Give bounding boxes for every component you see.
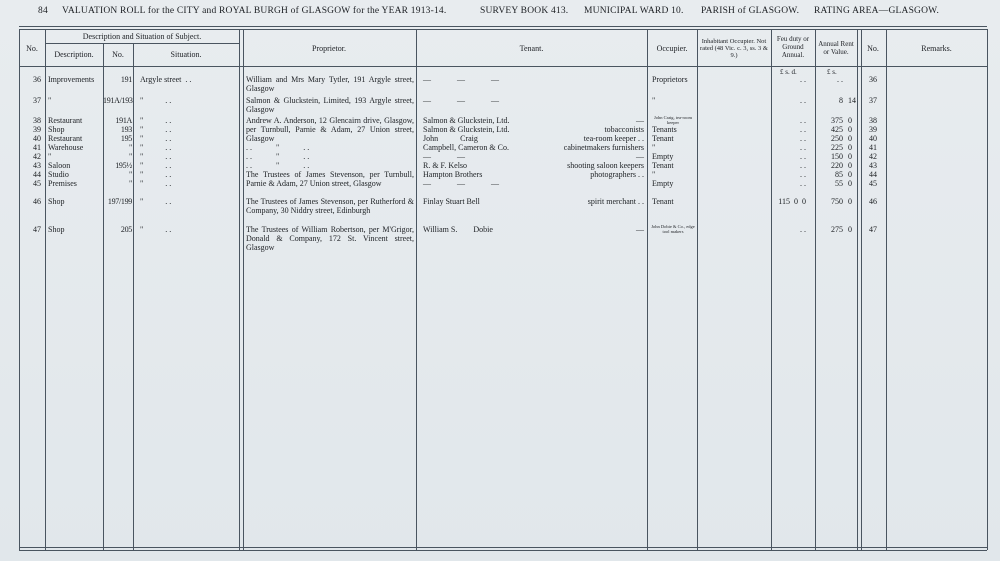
entry-number-right: 43	[869, 161, 877, 170]
col-line	[697, 29, 698, 550]
entry-number: 36	[33, 75, 41, 84]
entry-proprietor: The Trustees of William Robertson, per M'Grigor, Donald & Company, 172 St. Vincent street, Glasgow	[246, 225, 416, 252]
entry-number: 41	[33, 143, 41, 152]
entry-description: Restaurant	[48, 134, 83, 143]
entry-rent-shillings: 0	[848, 116, 852, 125]
entry-rent-shillings: 0	[848, 225, 852, 234]
entry-proprietor: . . " . .	[246, 152, 310, 161]
entry-number: 37	[33, 96, 41, 105]
entry-street-number: "	[129, 143, 132, 152]
entry-number-right: 46	[869, 197, 877, 206]
entry-trade: tobacconists	[604, 125, 644, 134]
page-number: 84	[38, 6, 48, 16]
col-line	[886, 29, 887, 550]
entry-rent-shillings: 0	[848, 125, 852, 134]
entry-description: Premises	[48, 179, 77, 188]
entry-rent-pounds: 55	[835, 179, 843, 188]
entry-tenant: R. & F. Kelso	[423, 161, 468, 170]
entry-tenant: John Craig	[423, 134, 478, 143]
entry-rent-shillings: 0	[848, 161, 852, 170]
col-header-inhabitant: Inhabitant Occupier. Not rated (48 Vic. c. 3, ss. 3 & 9.)	[700, 37, 768, 59]
entry-tenant: Salmon & Gluckstein, Ltd.	[423, 116, 510, 125]
entry-rent-pounds: 375	[831, 116, 843, 125]
entry-description: Improvements	[48, 75, 95, 84]
entry-tenant: William S. Dobie	[423, 225, 493, 234]
entry-number-right: 45	[869, 179, 877, 188]
col-line	[239, 29, 244, 550]
entry-rent-pounds: 275	[831, 225, 843, 234]
entry-proprietor: William and Mrs Mary Tytler, 191 Argyle street, Glasgow	[246, 75, 416, 93]
entry-rent-pounds: 425	[831, 125, 843, 134]
entry-feu-duty: . .	[800, 225, 806, 234]
entry-description: Shop	[48, 225, 65, 234]
entry-proprietor: Andrew A. Anderson, 12 Glencairn drive, Glasgow, per Turnbull, Parnie & Adam, 27 Union street, Glasgow	[246, 116, 416, 143]
entry-feu-duty: . .	[800, 179, 806, 188]
col-line	[45, 29, 46, 550]
entry-number: 42	[33, 152, 41, 161]
entry-occupier: "	[652, 143, 656, 152]
col-header-proprietor: Proprietor.	[312, 43, 346, 53]
entry-street-number: "	[129, 170, 132, 179]
parish: PARISH of GLASGOW.	[701, 6, 800, 16]
col-header-feu-duty: Feu duty or Ground Annual.	[776, 35, 810, 59]
entry-situation: " . .	[140, 179, 172, 188]
col-header-remarks: Remarks.	[921, 43, 952, 53]
entry-proprietor: The Trustees of James Stevenson, per Turnbull, Parnie & Adam, 27 Union street, Glasgow	[246, 170, 416, 188]
entry-rent-shillings: 0	[848, 179, 852, 188]
entry-description: Saloon	[48, 161, 71, 170]
entry-tenant: — — —	[423, 96, 499, 105]
entry-rent-pounds: 750	[831, 197, 843, 206]
entry-occupier: Tenant	[652, 134, 674, 143]
entry-number: 43	[33, 161, 41, 170]
rating-area: RATING AREA—GLASGOW.	[814, 6, 940, 16]
entry-occupier: Tenant	[652, 161, 674, 170]
entry-tenant: Hampton Brothers	[423, 170, 483, 179]
entry-feu-duty: . .	[800, 143, 806, 152]
survey-book: SURVEY BOOK 413.	[480, 6, 569, 16]
col-header-no: No.	[26, 43, 38, 53]
entry-occupier: "	[652, 170, 656, 179]
col-line	[771, 29, 772, 550]
col-header-annual-rent: Annual Rent or Value.	[818, 40, 854, 56]
col-header-no-right: No.	[867, 43, 879, 53]
entry-description: Warehouse	[48, 143, 84, 152]
entry-number: 39	[33, 125, 41, 134]
entry-feu-duty: 115 0 0	[778, 197, 806, 206]
entry-rent-shillings: 0	[848, 152, 852, 161]
entry-number-right: 39	[869, 125, 877, 134]
entry-tenant: Finlay Stuart Bell	[423, 197, 480, 206]
municipal-ward: MUNICIPAL WARD 10.	[584, 6, 684, 16]
entry-occupier: Proprietors	[652, 75, 688, 84]
entry-number: 46	[33, 197, 41, 206]
col-header-occupier: Occupier.	[656, 43, 688, 53]
entry-situation: " . .	[140, 161, 172, 170]
entry-tenant: — — —	[423, 179, 499, 188]
entry-number-right: 44	[869, 170, 877, 179]
entry-tenant: — —	[423, 152, 465, 161]
entry-street-number: 195	[120, 134, 132, 143]
entry-description: Restaurant	[48, 116, 83, 125]
entry-number: 44	[33, 170, 41, 179]
entry-proprietor: The Trustees of James Stevenson, per Rutherford & Company, 30 Niddry street, Edinburgh	[246, 197, 416, 215]
rent-currency-label: £ s.	[827, 68, 837, 76]
entry-rent-shillings: 0	[848, 197, 852, 206]
entry-trade: shooting saloon keepers	[567, 161, 644, 170]
entry-situation: " . .	[140, 152, 172, 161]
entry-description: Shop	[48, 197, 65, 206]
entry-street-number: 193	[120, 125, 132, 134]
entry-rent-pounds: 150	[831, 152, 843, 161]
entry-number-right: 40	[869, 134, 877, 143]
roll-title: VALUATION ROLL for the CITY and ROYAL BURGH of GLASGOW for the YEAR 1913-14.	[62, 6, 447, 16]
entry-tenant: Campbell, Cameron & Co.	[423, 143, 509, 152]
entry-feu-duty: . .	[800, 152, 806, 161]
entry-occupier: John Craig, tea-room keeper	[653, 115, 693, 125]
entry-trade: cabinetmakers furnishers	[563, 143, 644, 152]
entry-street-number: 197/199	[107, 197, 132, 206]
entry-rent-pounds: 85	[835, 170, 843, 179]
entry-street-number: 191A/193	[103, 96, 133, 105]
entry-situation: " . .	[140, 96, 172, 105]
entry-street-number: 195½	[115, 161, 132, 170]
entry-number-right: 47	[869, 225, 877, 234]
entry-number: 45	[33, 179, 41, 188]
entry-description: "	[48, 152, 52, 161]
entry-proprietor: . . " . .	[246, 143, 310, 152]
entry-tenant: — — —	[423, 75, 499, 84]
feu-currency-label: £ s. d.	[780, 68, 797, 76]
entry-feu-duty: . .	[800, 116, 806, 125]
entry-feu-duty: . .	[800, 125, 806, 134]
col-header-tenant: Tenant.	[519, 43, 544, 53]
entry-situation: " . .	[140, 170, 172, 179]
entry-trade: tea-room keeper . .	[583, 134, 644, 143]
entry-situation: " . .	[140, 143, 172, 152]
entry-rent-shillings: 0	[848, 170, 852, 179]
col-header-description-group: Description and Situation of Subject.	[82, 31, 202, 41]
entry-number: 47	[33, 225, 41, 234]
entry-number-right: 38	[869, 116, 877, 125]
entry-description: "	[48, 96, 52, 105]
col-line	[815, 29, 816, 550]
entry-trade: —	[636, 152, 644, 161]
entry-feu-duty: . .	[800, 170, 806, 179]
col-header-description: Description.	[54, 49, 94, 59]
entry-street-number: 191	[120, 75, 132, 84]
entry-feu-duty: . .	[800, 134, 806, 143]
entry-street-number: 205	[120, 225, 132, 234]
entry-rent-pounds: . .	[837, 75, 843, 84]
entry-feu-duty: . .	[800, 75, 806, 84]
entry-occupier: Tenants	[652, 125, 677, 134]
entry-number-right: 41	[869, 143, 877, 152]
col-line	[857, 29, 862, 550]
entry-trade: —	[636, 116, 644, 125]
col-header-number: No.	[112, 49, 124, 59]
entry-rent-pounds: 8	[839, 96, 843, 105]
entry-situation: " . .	[140, 125, 172, 134]
entry-situation: " . .	[140, 197, 172, 206]
entry-occupier: Tenant	[652, 197, 674, 206]
entry-trade: spirit merchant . .	[587, 197, 644, 206]
entry-number-right: 37	[869, 96, 877, 105]
entry-proprietor: . . " . .	[246, 161, 310, 170]
entry-situation: " . .	[140, 134, 172, 143]
header-rule	[19, 66, 987, 67]
entry-number-right: 36	[869, 75, 877, 84]
entry-rent-pounds: 225	[831, 143, 843, 152]
entry-description: Studio	[48, 170, 69, 179]
entry-feu-duty: . .	[800, 96, 806, 105]
entry-occupier: Empty	[652, 152, 674, 161]
col-line	[416, 29, 417, 550]
entry-street-number: 191A	[115, 116, 132, 125]
entry-occupier: Empty	[652, 179, 674, 188]
entry-proprietor: Salmon & Gluckstein, Limited, 193 Argyle street, Glasgow	[246, 96, 416, 114]
entry-tenant: Salmon & Gluckstein, Ltd.	[423, 125, 510, 134]
entry-number: 38	[33, 116, 41, 125]
entry-street-number: "	[129, 179, 132, 188]
entry-trade: photographers . .	[590, 170, 644, 179]
bottom-rule	[19, 547, 987, 551]
entry-trade: —	[636, 225, 644, 234]
entry-number: 40	[33, 134, 41, 143]
entry-occupier: John Dobie & Co., edge tool makers	[651, 224, 695, 234]
col-header-situation: Situation.	[170, 49, 202, 59]
entry-situation: " . .	[140, 225, 172, 234]
col-line	[133, 44, 134, 550]
col-line	[987, 29, 988, 550]
entry-feu-duty: . .	[800, 161, 806, 170]
col-line	[647, 29, 648, 550]
entry-number-right: 42	[869, 152, 877, 161]
entry-rent-pounds: 250	[831, 134, 843, 143]
entry-description: Shop	[48, 125, 65, 134]
entry-rent-shillings: 0	[848, 143, 852, 152]
entry-situation: " . .	[140, 116, 172, 125]
entry-rent-shillings: 0	[848, 134, 852, 143]
entry-occupier: "	[652, 96, 656, 105]
entry-situation: Argyle street . .	[140, 75, 192, 84]
col-line	[19, 29, 20, 550]
entry-rent-shillings: 14	[848, 96, 856, 105]
entry-rent-pounds: 220	[831, 161, 843, 170]
entry-street-number: "	[129, 152, 132, 161]
